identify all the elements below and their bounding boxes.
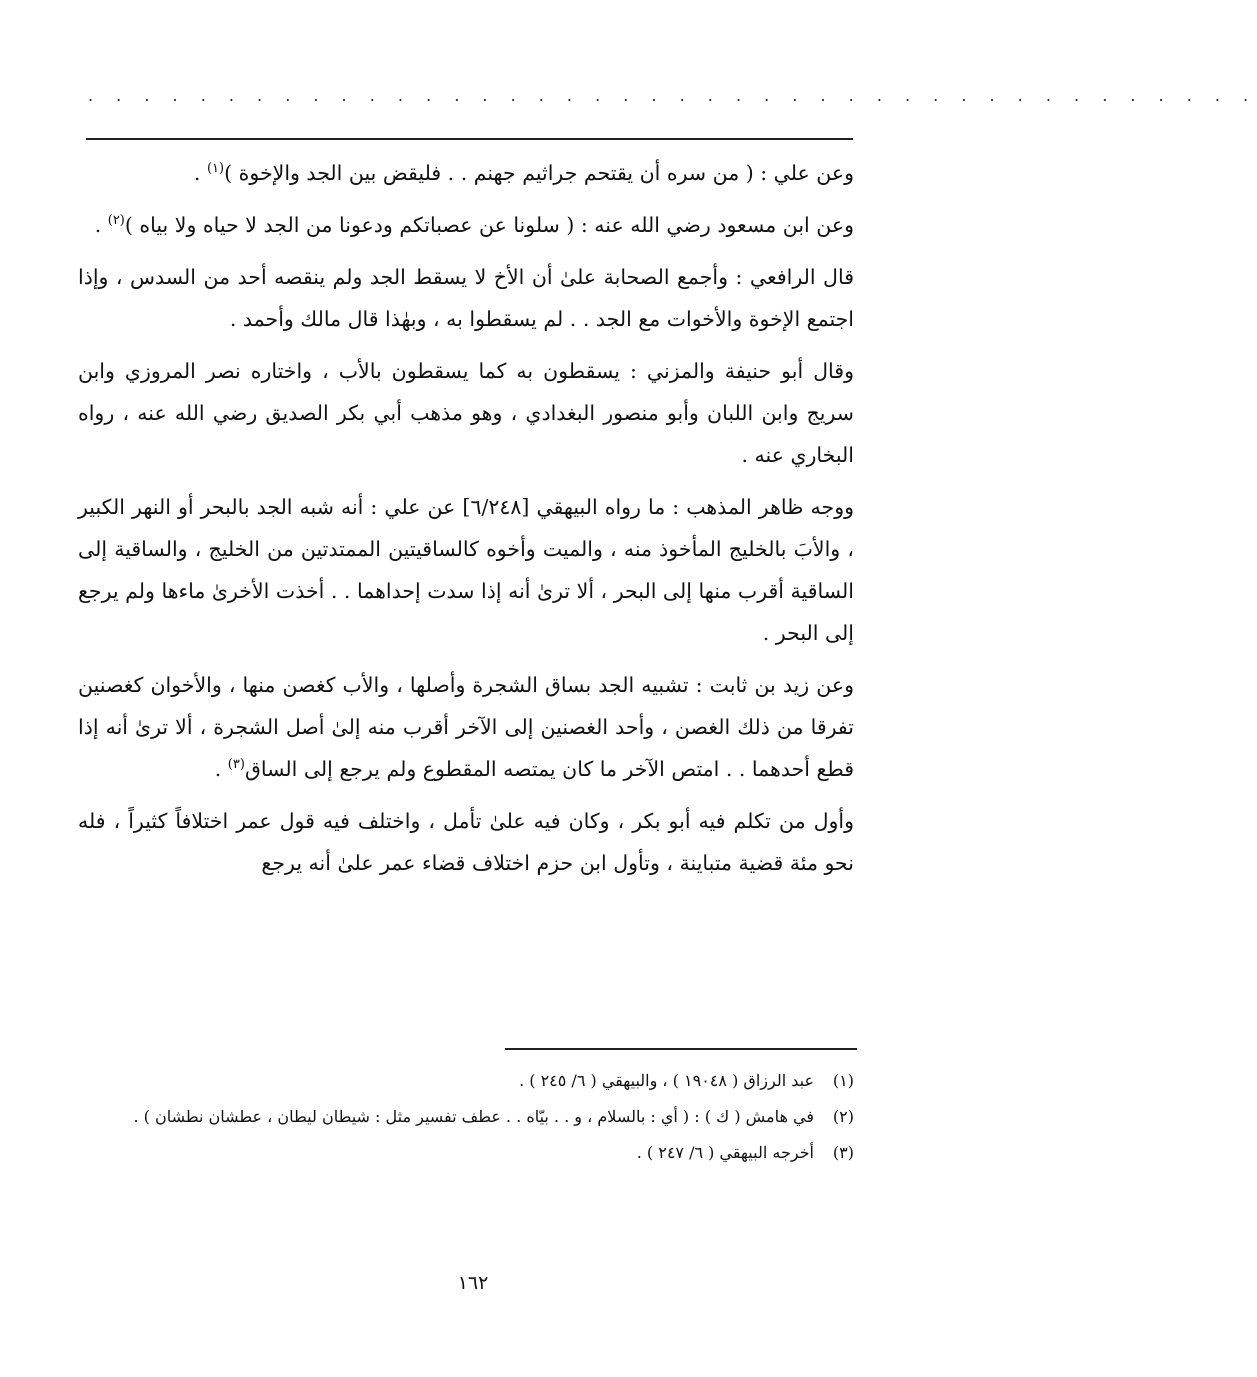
footnote-number: (٢) xyxy=(832,1107,854,1126)
footnote-text: عبد الرزاق ( ١٩٠٤٨ ) ، والبيهقي ( ٦/ ٢٤٥ ) . xyxy=(519,1071,814,1090)
paragraph-2 xyxy=(78,204,854,246)
paragraph-text: وعن ابن مسعود رضي الله عنه : ( سلونا عن عصباتكم ودعونا من الجد لا حياه ولا بياه ) xyxy=(124,213,854,237)
paragraph-4 xyxy=(78,350,854,476)
footnote-2 xyxy=(80,1102,854,1132)
paragraph-text: قال الرافعي : وأجمع الصحابة علىٰ أن الأخ لا يسقط الجد ولم ينقصه أحد من السدس ، وإذا اجتمع الإخوة والأخوات مع الجد . . لم يسقطوا به ، وبهٰذا قال مالك وأحمد . xyxy=(78,265,854,331)
footnote-ref-3[interactable]: (٣) xyxy=(227,757,245,773)
paragraph-text: وقال أبو حنيفة والمزني : يسقطون به كما يسقطون بالأب ، واختاره نصر المروزي وابن سريج وابن اللبان وأبو منصور البغدادي ، وهو مذهب أبي بكر الصديق رضي الله عنه ، رواه البخاري عنه . xyxy=(78,359,854,467)
paragraph-1 xyxy=(78,152,854,194)
paragraph-7 xyxy=(78,800,854,884)
header-dotted-line: . . . . . . . . . . . . . . . . . . . . . . . . . . . . . . . . . . . . . . . . . . xyxy=(88,86,1257,105)
header-rule xyxy=(86,138,853,140)
footnote-number: (١) xyxy=(832,1071,854,1090)
footnote-text: أخرجه البيهقي ( ٦/ ٢٤٧ ) . xyxy=(636,1143,814,1162)
footnote-ref-2[interactable]: (٢) xyxy=(107,213,125,229)
footnote-text: في هامش ( ك ) : ( أي : بالسلام ، و . . بيّاه . . عطف تفسير مثل : شيطان ليطان ، عطشان نطشان ) . xyxy=(133,1107,814,1126)
page-number: ١٦٢ xyxy=(457,1272,489,1294)
footnote-3 xyxy=(80,1138,854,1168)
footnotes xyxy=(80,1066,854,1174)
paragraph-tail: . xyxy=(94,213,108,237)
paragraph-tail: . xyxy=(214,757,228,781)
footnote-1 xyxy=(80,1066,854,1096)
paragraph-text: وعن علي : ( من سره أن يقتحم جراثيم جهنم . . فليقض بين الجد والإخوة ) xyxy=(224,161,854,185)
paragraph-tail: . xyxy=(193,161,207,185)
footnote-separator xyxy=(505,1048,857,1050)
footnote-number: (٣) xyxy=(832,1143,854,1162)
paragraph-text: وعن زيد بن ثابت : تشبيه الجد بساق الشجرة وأصلها ، والأب كغصن منها ، والأخوان كغصنين تفرقا من ذلك الغصن ، وأحد الغصنين إلى الآخر أقرب منه إلىٰ أصل الشجرة ، ألا ترىٰ أنه إذا قطع أحدهما . . امتص الآخر ما كان يمتصه المقطوع ولم يرجع إلى الساق xyxy=(78,673,854,781)
footnote-ref-1[interactable]: (١) xyxy=(206,161,225,177)
main-text xyxy=(78,152,854,894)
paragraph-text: ووجه ظاهر المذهب : ما رواه البيهقي [٦/٢٤٨] عن علي : أنه شبه الجد بالبحر أو النهر الكبير ، والأبَ بالخليج المأخوذ منه ، والميت وأخوه كالساقيتين الممتدتين من الخليج ، والساقية إلى الساقية أقرب منها إلى البحر ، ألا ترىٰ أنه إذا سدت إحداهما . . أخذت الأخرىٰ ماءها ولم يرجع إلى البحر . xyxy=(78,495,854,645)
paragraph-text: وأول من تكلم فيه أبو بكر ، وكان فيه علىٰ تأمل ، واختلف فيه قول عمر اختلافاً كثيراً ، فله نحو مئة قضية متباينة ، وتأول ابن حزم اختلاف قضاء عمر علىٰ أنه يرجع xyxy=(78,809,854,875)
paragraph-6 xyxy=(78,664,854,790)
paragraph-5 xyxy=(78,486,854,654)
paragraph-3 xyxy=(78,256,854,340)
